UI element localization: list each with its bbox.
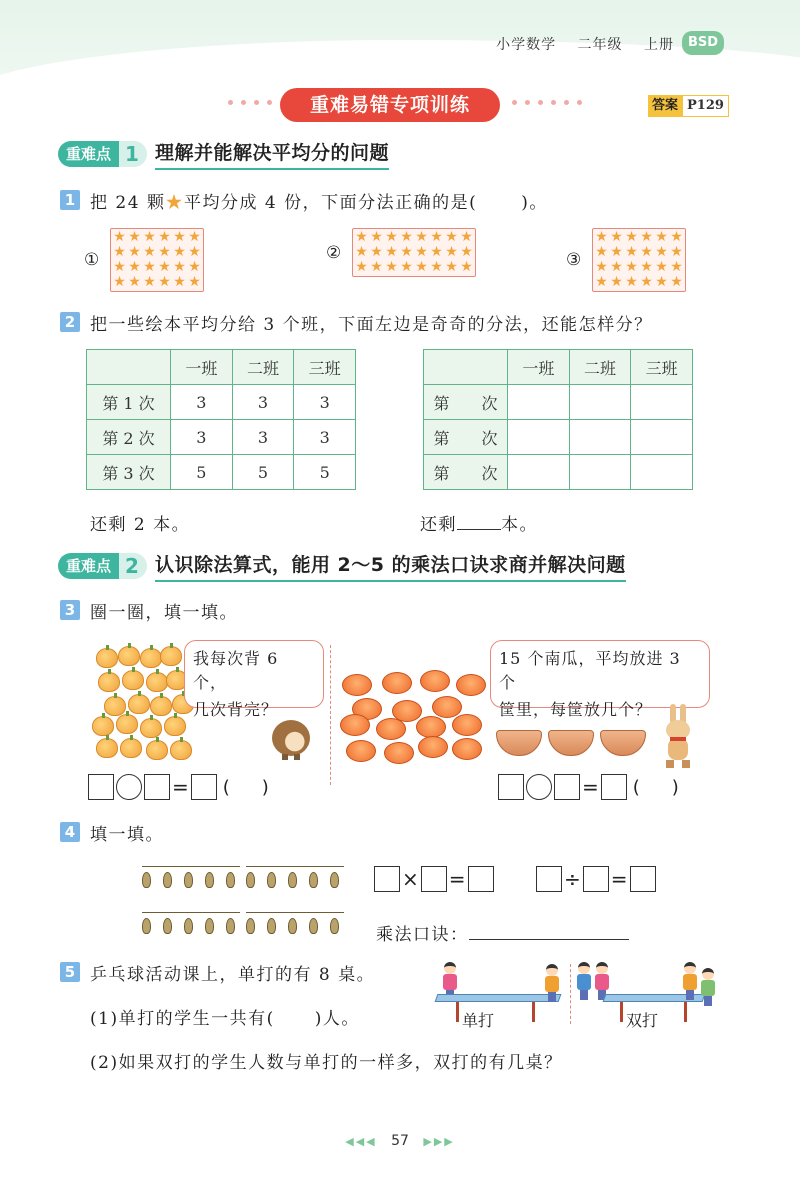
fish-string [142, 866, 240, 867]
answer-cell[interactable] [631, 385, 693, 420]
q1-text-end: )。 [521, 193, 548, 213]
star-icon: ★ [355, 229, 368, 245]
q4-divide-equation[interactable] [536, 866, 656, 892]
basket-icon [548, 730, 594, 756]
eq-operator[interactable] [526, 774, 552, 800]
paren-open: ( [632, 776, 640, 798]
star-icon: ★ [143, 229, 156, 245]
q2-answer-table [423, 349, 693, 490]
q4-number: 4 [60, 822, 80, 842]
star-icon: ★ [113, 244, 126, 260]
equals-sign: = [610, 867, 628, 891]
star-icon: ★ [113, 259, 126, 275]
rabbit-icon [656, 704, 700, 768]
fish-icon [163, 872, 172, 888]
star-icon: ★ [128, 274, 141, 290]
star-icon: ★ [445, 229, 458, 245]
fish-icon [267, 872, 276, 888]
basket-icon [496, 730, 542, 756]
table-cell: 3 [294, 385, 356, 420]
rabbit-speech-bubble [490, 640, 710, 719]
q1-text-after: 平均分成 4 份，下面分法正确的是( [183, 193, 478, 213]
answer-cell[interactable] [508, 420, 570, 455]
paren-close: ) [261, 776, 269, 798]
book-info [480, 34, 674, 54]
pumpkin-icon [346, 740, 376, 762]
star-icon: ★ [188, 229, 201, 245]
hedgehog-speech-bubble [184, 640, 324, 719]
q4-multiply-equation[interactable] [374, 866, 494, 892]
q1-text [90, 188, 548, 213]
q2-number: 2 [60, 312, 80, 332]
peach-icon [118, 646, 140, 666]
equals-sign: = [448, 867, 466, 891]
fish-icon [184, 872, 193, 888]
footer-arrows-left: ◀◀◀ [345, 1135, 377, 1148]
q1-option-3[interactable] [566, 228, 686, 292]
label-double: 双打 [626, 1011, 659, 1030]
table-cell: 5 [171, 455, 233, 490]
pumpkin-icon [452, 714, 482, 736]
subject-label: 小学数学 [496, 37, 557, 53]
star-icon: ★ [385, 229, 398, 245]
eq-box[interactable] [583, 866, 609, 892]
answer-page: P129 [682, 95, 729, 117]
row-header: 第 3 次 [87, 455, 171, 490]
answer-cell[interactable] [508, 385, 570, 420]
answer-cell[interactable] [569, 385, 631, 420]
star-icon: ★ [158, 259, 171, 275]
q2-right-remain [420, 510, 538, 535]
star-icon: ★ [610, 274, 623, 290]
q3-right-equation[interactable] [498, 774, 679, 800]
star-icon: ★ [173, 229, 186, 245]
star-icon: ★ [610, 259, 623, 275]
hedgehog-icon [272, 716, 310, 760]
star-icon: ★ [415, 259, 428, 275]
fish-icon [205, 872, 214, 888]
star-icon: ★ [173, 274, 186, 290]
table-corner [87, 350, 171, 385]
star-icon: ★ [655, 259, 668, 275]
q3-text: 圈一圈，填一填。 [90, 603, 238, 623]
eq-box[interactable] [630, 866, 656, 892]
star-icon: ★ [670, 274, 683, 290]
star-icon: ★ [625, 274, 638, 290]
star-icon: ★ [158, 229, 171, 245]
peach-icon [120, 738, 142, 758]
fish-icon [226, 872, 235, 888]
star-icon: ★ [430, 244, 443, 260]
star-icon: ★ [595, 229, 608, 245]
q5-sub1 [90, 1004, 360, 1029]
eq-box[interactable] [144, 774, 170, 800]
pumpkin-icon [432, 696, 462, 718]
peach-icon [140, 718, 162, 738]
star-icon: ★ [355, 244, 368, 260]
star-icon: ★ [595, 244, 608, 260]
q1-option-2[interactable] [326, 228, 476, 277]
peach-icon [104, 696, 126, 716]
footer-arrows-right: ▶▶▶ [423, 1135, 455, 1148]
pumpkin-icon [382, 672, 412, 694]
paren-close: ) [671, 776, 679, 798]
table-cell: 5 [294, 455, 356, 490]
star-icon: ★ [165, 193, 184, 213]
fish-string [246, 912, 344, 913]
remain-blank[interactable] [457, 512, 501, 530]
paren-open: ( [222, 776, 230, 798]
star-icon: ★ [188, 244, 201, 260]
col-header: 一班 [171, 350, 233, 385]
option-3-label: ③ [566, 250, 582, 270]
eq-box[interactable] [88, 774, 114, 800]
peach-icon [128, 694, 150, 714]
star-icon: ★ [415, 229, 428, 245]
answer-cell[interactable] [631, 420, 693, 455]
fish-icon [309, 918, 318, 934]
star-icon: ★ [370, 229, 383, 245]
star-icon: ★ [158, 244, 171, 260]
star-icon: ★ [655, 274, 668, 290]
edition-badge: BSD [682, 31, 724, 55]
star-icon: ★ [655, 229, 668, 245]
option-3-stars [592, 228, 686, 292]
q1-option-1[interactable] [84, 228, 204, 292]
star-icon: ★ [670, 229, 683, 245]
star-icon: ★ [143, 259, 156, 275]
answer-label: 答案 [648, 95, 682, 117]
q3-divider [330, 645, 331, 785]
star-icon: ★ [385, 244, 398, 260]
star-icon: ★ [128, 229, 141, 245]
answer-cell[interactable] [569, 455, 631, 490]
row-header[interactable]: 第 次 [424, 385, 508, 420]
eq-box[interactable] [468, 866, 494, 892]
q4-rhyme [376, 920, 629, 945]
option-2-label: ② [326, 242, 342, 263]
bubble-left-line1: 我每次背 6 个， [193, 649, 279, 692]
fish-icon [184, 918, 193, 934]
star-icon: ★ [445, 244, 458, 260]
table-cell: 3 [171, 385, 233, 420]
star-icon: ★ [400, 229, 413, 245]
bubble-right-line2: 筐里，每筐放几个？ [499, 700, 653, 719]
option-1-label: ① [84, 250, 100, 270]
section-2-heading [58, 552, 626, 580]
fish-string [142, 912, 240, 913]
q5-number: 5 [60, 962, 80, 982]
pumpkin-icon [416, 716, 446, 738]
section-1-num: 1 [119, 141, 147, 167]
peach-icon [98, 672, 120, 692]
star-icon: ★ [173, 244, 186, 260]
table-corner [424, 350, 508, 385]
eq-box[interactable] [498, 774, 524, 800]
row-header[interactable]: 第 次 [424, 420, 508, 455]
q5-divider [570, 964, 571, 1024]
fish-icon [205, 918, 214, 934]
peach-icon [150, 696, 172, 716]
eq-box[interactable] [374, 866, 400, 892]
star-icon: ★ [460, 244, 473, 260]
eq-box[interactable] [536, 866, 562, 892]
pumpkin-icon [420, 670, 450, 692]
equals-sign: = [582, 775, 599, 799]
table-cell: 5 [232, 455, 294, 490]
bubble-left-line2: 几次背完？ [193, 700, 279, 719]
section-2-tag: 重难点 [58, 553, 119, 579]
star-icon: ★ [113, 274, 126, 290]
remain-text-a: 还剩 [420, 515, 457, 535]
rhyme-blank[interactable] [469, 922, 629, 940]
pumpkin-icon [456, 674, 486, 696]
star-icon: ★ [188, 274, 201, 290]
table-cell: 3 [171, 420, 233, 455]
fish-icon [288, 872, 297, 888]
times-sign: × [402, 867, 419, 891]
q3-number: 3 [60, 600, 80, 620]
title-dots-right [512, 100, 582, 108]
star-icon: ★ [370, 259, 383, 275]
eq-box[interactable] [191, 774, 217, 800]
col-header: 三班 [294, 350, 356, 385]
answer-cell[interactable] [508, 455, 570, 490]
star-icon: ★ [188, 259, 201, 275]
pumpkin-icon [384, 742, 414, 764]
q2-example-table [86, 349, 356, 490]
grade-label: 二年级 [577, 37, 623, 53]
star-icon: ★ [610, 229, 623, 245]
peach-icon [160, 646, 182, 666]
fish-icon [267, 918, 276, 934]
star-icon: ★ [385, 259, 398, 275]
eq-operator[interactable] [116, 774, 142, 800]
eq-box[interactable] [554, 774, 580, 800]
answer-cell[interactable] [631, 455, 693, 490]
star-icon: ★ [640, 259, 653, 275]
sub1-text-a: (1)单打的学生一共有( [90, 1009, 275, 1029]
peach-icon [96, 738, 118, 758]
peach-icon [146, 740, 168, 760]
star-icon: ★ [400, 259, 413, 275]
fish-icon [142, 872, 151, 888]
col-header: 二班 [232, 350, 294, 385]
pumpkin-icon [418, 736, 448, 758]
rhyme-label: 乘法口诀： [376, 925, 469, 945]
fish-icon [330, 918, 339, 934]
q2-text: 把一些绘本平均分给 3 个班，下面左边是奇奇的分法，还能怎样分？ [90, 315, 653, 335]
q1-number: 1 [60, 190, 80, 210]
star-icon: ★ [128, 259, 141, 275]
peach-icon [170, 740, 192, 760]
star-icon: ★ [370, 244, 383, 260]
table-cell: 3 [232, 420, 294, 455]
fish-icon [246, 872, 255, 888]
section-1-tag: 重难点 [58, 141, 119, 167]
page-title: 重难易错专项训练 [280, 88, 500, 122]
star-icon: ★ [595, 259, 608, 275]
star-icon: ★ [640, 229, 653, 245]
option-1-stars [110, 228, 204, 292]
equals-sign: = [172, 775, 189, 799]
star-icon: ★ [655, 244, 668, 260]
peach-icon [92, 716, 114, 736]
sub1-text-b: )人。 [314, 1009, 360, 1029]
option-2-stars [352, 228, 476, 277]
star-icon: ★ [445, 259, 458, 275]
col-header: 一班 [508, 350, 570, 385]
section-1-title: 理解并能解决平均分的问题 [155, 138, 389, 170]
page-number: 57 [391, 1133, 409, 1149]
pumpkin-icon [342, 674, 372, 696]
table-cell: 3 [294, 420, 356, 455]
star-icon: ★ [670, 259, 683, 275]
peach-icon [146, 672, 168, 692]
fish-icon [288, 918, 297, 934]
star-icon: ★ [113, 229, 126, 245]
answer-ref[interactable] [648, 95, 729, 117]
peach-icon [140, 648, 162, 668]
section-2-num: 2 [119, 553, 147, 579]
fish-icon [163, 918, 172, 934]
star-icon: ★ [595, 274, 608, 290]
star-icon: ★ [625, 244, 638, 260]
star-icon: ★ [640, 244, 653, 260]
basket-icon [600, 730, 646, 756]
star-icon: ★ [670, 244, 683, 260]
star-icon: ★ [173, 259, 186, 275]
pumpkin-icon [452, 738, 482, 760]
page-footer [0, 1133, 800, 1149]
col-header: 二班 [569, 350, 631, 385]
eq-box[interactable] [421, 866, 447, 892]
volume-label: 上册 [644, 37, 674, 53]
divide-sign: ÷ [564, 867, 581, 891]
fish-icon [330, 872, 339, 888]
star-icon: ★ [415, 244, 428, 260]
star-icon: ★ [610, 244, 623, 260]
star-icon: ★ [625, 259, 638, 275]
q5-text: 乒乓球活动课上，单打的有 8 桌。 [90, 965, 376, 985]
section-2-title: 认识除法算式，能用 2～5 的乘法口诀求商并解决问题 [155, 550, 626, 582]
q1-text-before: 把 24 颗 [90, 193, 166, 213]
pumpkin-icon [340, 714, 370, 736]
q3-left-equation[interactable] [88, 774, 269, 800]
q5-sub2: (2)如果双打的学生人数与单打的一样多，双打的有几桌？ [90, 1053, 563, 1073]
peach-icon [164, 716, 186, 736]
table-cell: 3 [232, 385, 294, 420]
star-icon: ★ [430, 229, 443, 245]
fish-icon [142, 918, 151, 934]
remain-text-b: 本。 [501, 515, 538, 535]
label-single: 单打 [462, 1011, 495, 1030]
eq-box[interactable] [601, 774, 627, 800]
row-header: 第 1 次 [87, 385, 171, 420]
star-icon: ★ [355, 259, 368, 275]
fish-icon [226, 918, 235, 934]
peach-icon [96, 648, 118, 668]
star-icon: ★ [143, 244, 156, 260]
star-icon: ★ [158, 274, 171, 290]
peach-icon [116, 714, 138, 734]
star-icon: ★ [143, 274, 156, 290]
q4-text: 填一填。 [90, 825, 164, 845]
star-icon: ★ [128, 244, 141, 260]
star-icon: ★ [430, 259, 443, 275]
section-1-heading [58, 140, 389, 168]
fish-icon [309, 872, 318, 888]
row-header: 第 2 次 [87, 420, 171, 455]
star-icon: ★ [640, 274, 653, 290]
fish-icon [246, 918, 255, 934]
col-header: 三班 [631, 350, 693, 385]
pumpkin-icon [376, 718, 406, 740]
star-icon: ★ [625, 229, 638, 245]
row-header[interactable]: 第 次 [424, 455, 508, 490]
fish-string [246, 866, 344, 867]
bubble-right-line1: 15 个南瓜，平均放进 3 个 [499, 649, 681, 692]
star-icon: ★ [460, 259, 473, 275]
q2-left-remain: 还剩 2 本。 [90, 515, 191, 535]
star-icon: ★ [400, 244, 413, 260]
peach-icon [122, 670, 144, 690]
answer-cell[interactable] [569, 420, 631, 455]
star-icon: ★ [460, 229, 473, 245]
